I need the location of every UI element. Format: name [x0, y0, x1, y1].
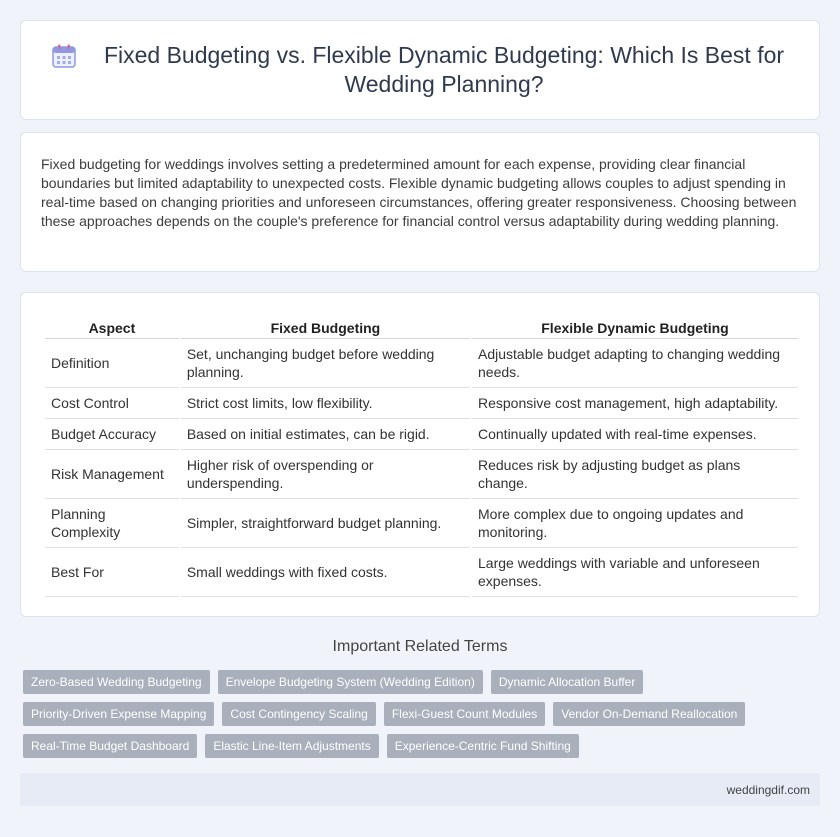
table-cell: Strict cost limits, low flexibility.	[181, 388, 470, 419]
table-row	[45, 548, 798, 597]
table-cell: Based on initial estimates, can be rigid.	[181, 419, 470, 450]
calendar-icon	[51, 43, 77, 69]
term-tag[interactable]: Dynamic Allocation Buffer	[491, 670, 644, 694]
footer-site[interactable]: weddingdif.com	[726, 783, 810, 797]
table-cell: More complex due to ongoing updates and monitoring.	[472, 499, 798, 548]
table-cell: Cost Control	[45, 388, 179, 419]
comparison-table	[43, 315, 800, 597]
term-tag[interactable]: Zero-Based Wedding Budgeting	[23, 670, 210, 694]
table-cell: Adjustable budget adapting to changing wedding needs.	[472, 339, 798, 388]
table-cell: Set, unchanging budget before wedding planning.	[181, 339, 470, 388]
table-cell: Responsive cost management, high adaptability.	[472, 388, 798, 419]
table-cell: Risk Management	[45, 450, 179, 499]
term-tag[interactable]: Vendor On-Demand Reallocation	[553, 702, 745, 726]
table-cell: Small weddings with fixed costs.	[181, 548, 470, 597]
footer-bar	[20, 773, 820, 806]
table-cell: Best For	[45, 548, 179, 597]
intro-card	[20, 132, 820, 272]
page-title: Fixed Budgeting vs. Flexible Dynamic Budgeting: Which Is Best for Wedding Planning?	[103, 42, 785, 97]
comparison-card	[20, 292, 820, 617]
term-tag[interactable]: Cost Contingency Scaling	[222, 702, 375, 726]
table-row	[45, 339, 798, 388]
related-terms-title: Important Related Terms	[332, 638, 508, 655]
table-row	[45, 388, 798, 419]
term-tag[interactable]: Real-Time Budget Dashboard	[23, 734, 197, 758]
table-cell: Budget Accuracy	[45, 419, 179, 450]
term-tag[interactable]: Flexi-Guest Count Modules	[384, 702, 545, 726]
table-cell: Higher risk of overspending or underspending.	[181, 450, 470, 499]
term-tag[interactable]: Priority-Driven Expense Mapping	[23, 702, 214, 726]
column-header-aspect: Aspect	[45, 315, 179, 339]
table-row	[45, 419, 798, 450]
table-row	[45, 499, 798, 548]
table-cell: Continually updated with real-time expenses.	[472, 419, 798, 450]
table-cell: Definition	[45, 339, 179, 388]
term-tag[interactable]: Envelope Budgeting System (Wedding Edition)	[218, 670, 483, 694]
related-terms-tags	[23, 670, 823, 766]
term-tag[interactable]: Elastic Line-Item Adjustments	[205, 734, 378, 758]
table-cell: Planning Complexity	[45, 499, 179, 548]
table-row	[45, 450, 798, 499]
table-cell: Reduces risk by adjusting budget as plans change.	[472, 450, 798, 499]
term-tag[interactable]: Experience-Centric Fund Shifting	[387, 734, 579, 758]
column-header-flexible: Flexible Dynamic Budgeting	[472, 315, 798, 339]
intro-text: Fixed budgeting for weddings involves setting a predetermined amount for each expense, providing clear financial boundaries but limited adaptability to unexpected costs. Flexible dynamic budgeting allows couples to adjust spending in real-time based on changing priorities and unforeseen circumstances, offering greater responsiveness. Choosing between these approaches depends on the couple's preference for financial control versus adaptability during wedding planning.	[41, 156, 797, 229]
table-cell: Large weddings with variable and unforeseen expenses.	[472, 548, 798, 597]
header-card	[20, 20, 820, 120]
column-header-fixed: Fixed Budgeting	[181, 315, 470, 339]
table-cell: Simpler, straightforward budget planning.	[181, 499, 470, 548]
